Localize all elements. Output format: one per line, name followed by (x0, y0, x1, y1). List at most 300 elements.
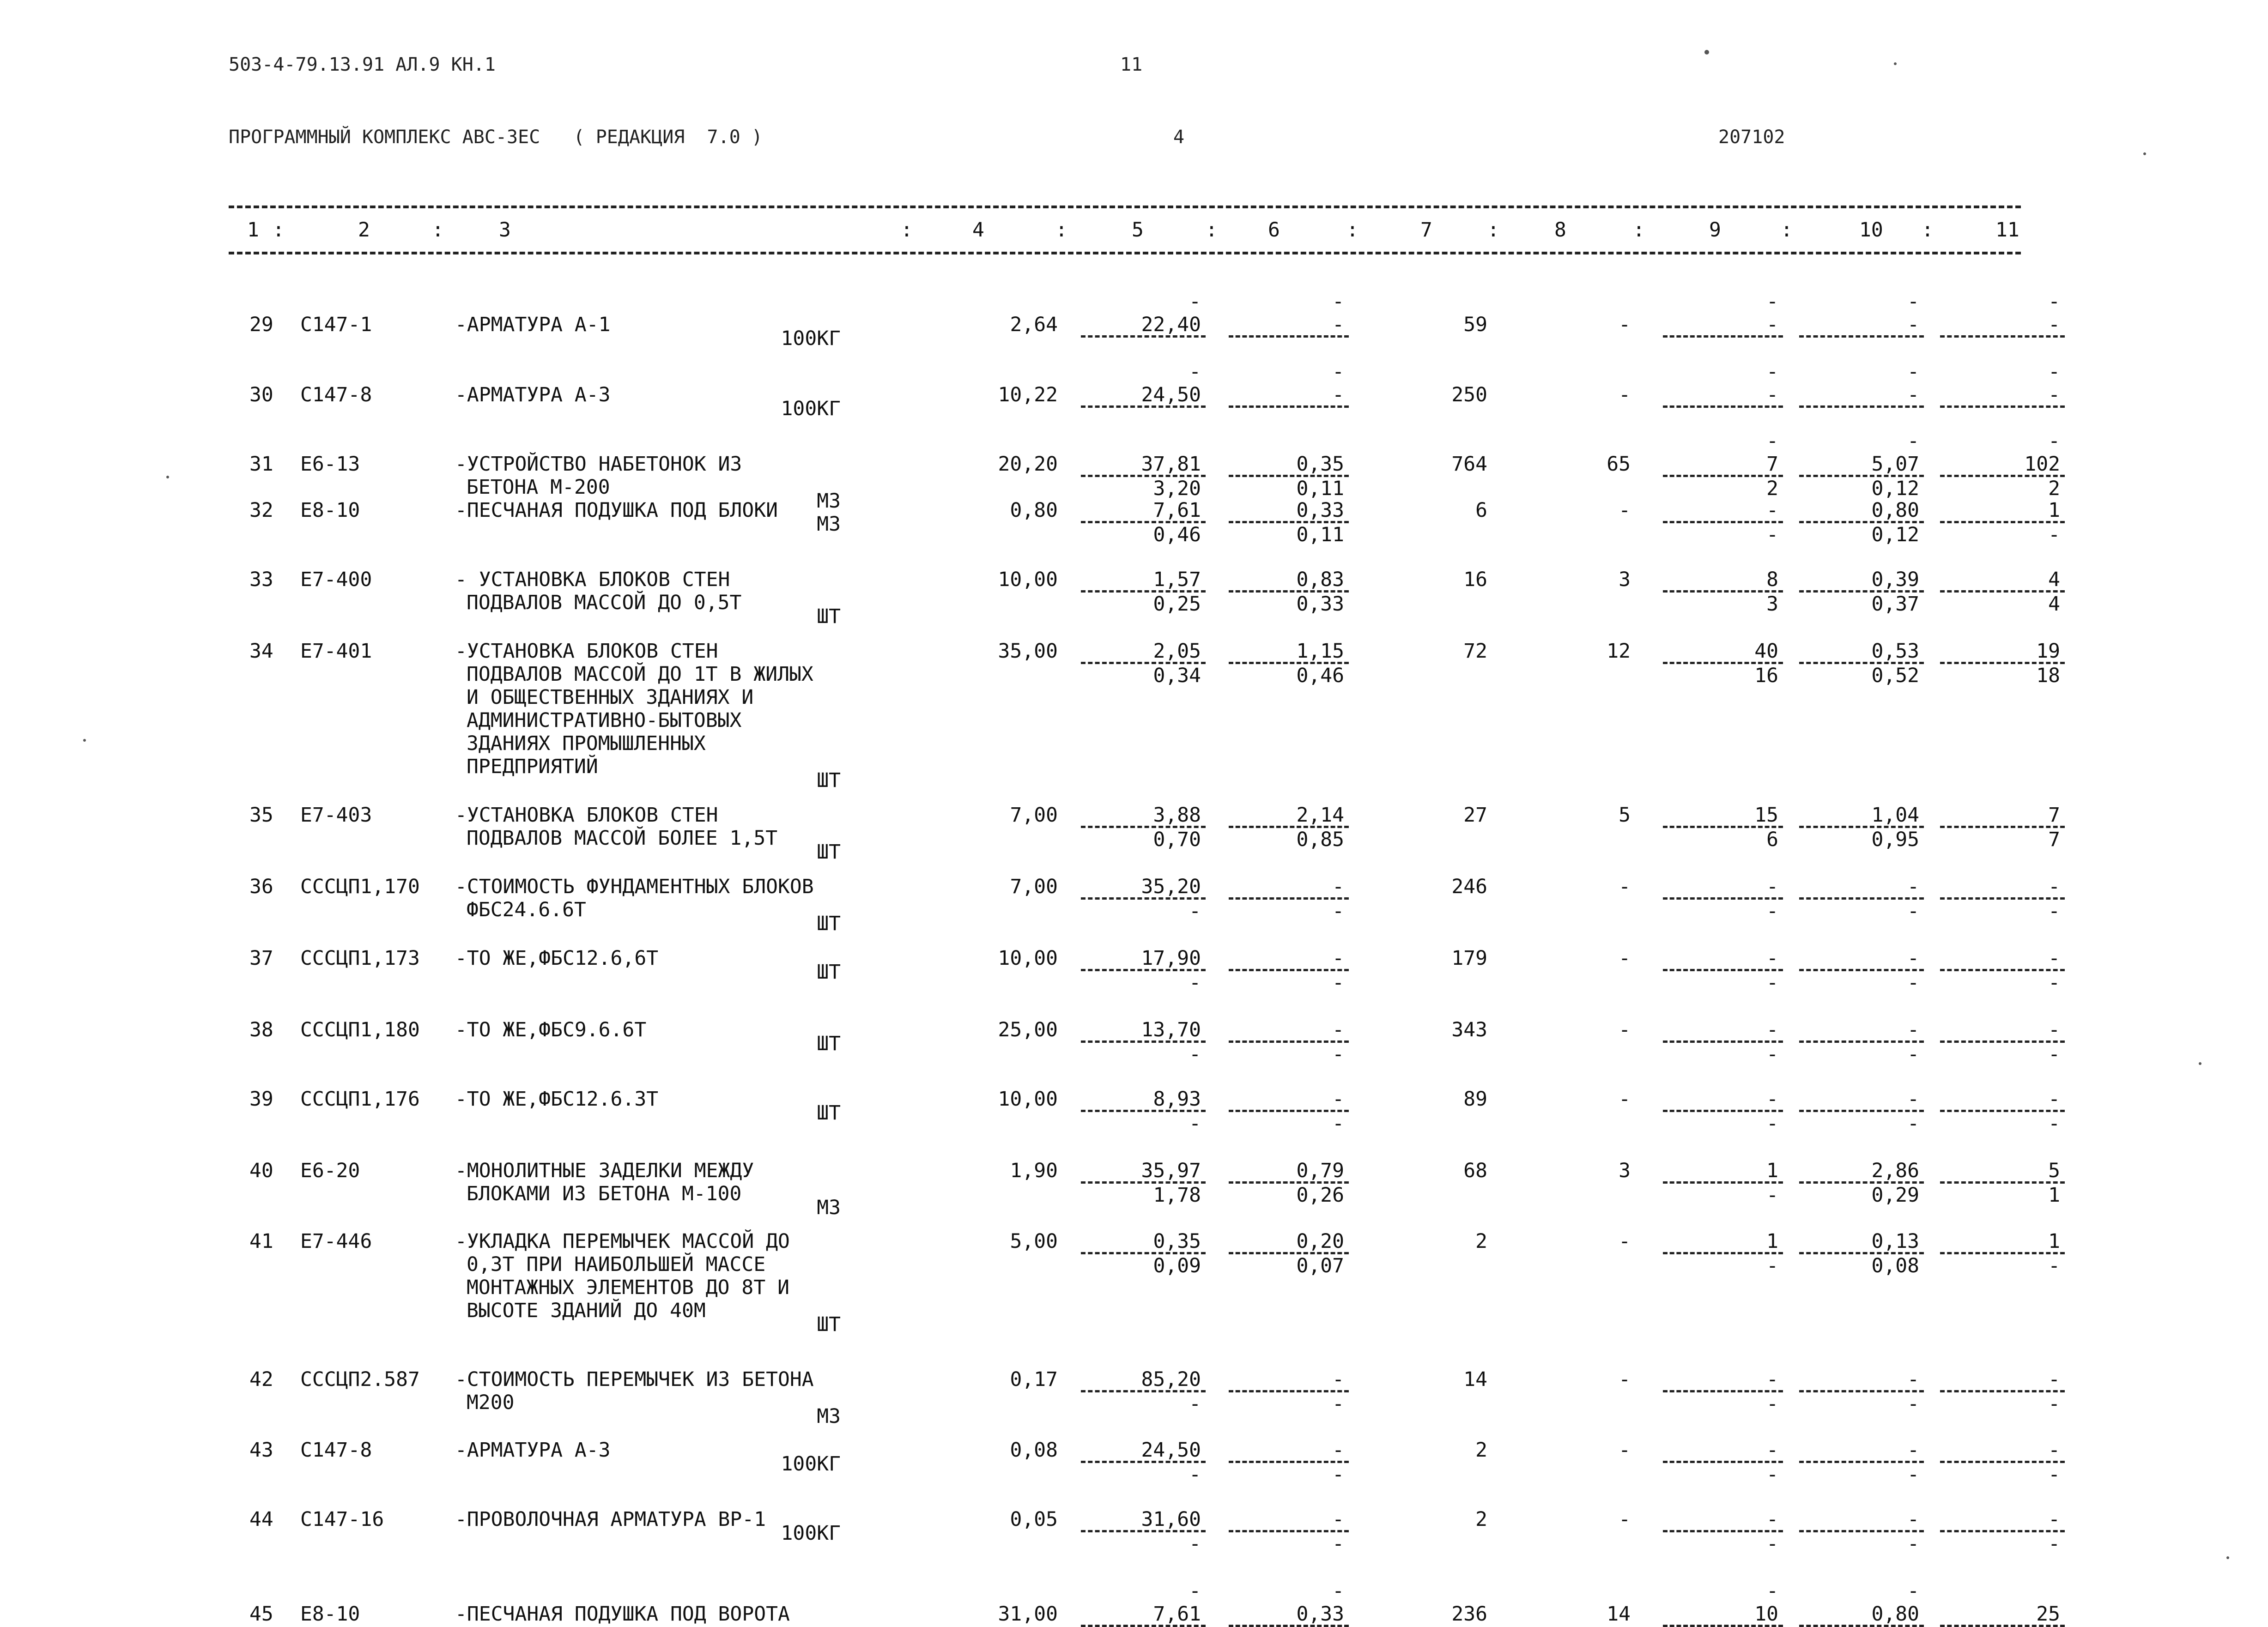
row-col8: - (1619, 1018, 1631, 1041)
cell-divider (1940, 1252, 2065, 1254)
row-value-c11: - (2048, 1392, 2060, 1415)
cell-divider (1229, 897, 1349, 900)
column-header-10: 10 (1859, 218, 1883, 242)
row-value-c6: 0,79 (1296, 1159, 1344, 1182)
row-value-c5: - (1189, 1579, 1201, 1603)
row-value-c9: - (1766, 499, 1778, 522)
cell-divider (1940, 335, 2065, 338)
cell-divider (1799, 662, 1924, 664)
row-value-c10: - (1907, 1463, 1919, 1486)
row-description: МОНТАЖНЫХ ЭЛЕМЕНТОВ ДО 8Т И (467, 1276, 789, 1299)
row-value-c10: 0,39 (1871, 568, 1919, 591)
cell-divider (1229, 405, 1349, 408)
row-value-c9: - (1766, 971, 1778, 994)
cell-divider (1081, 1181, 1206, 1184)
row-value-c11: 102 (2024, 453, 2060, 476)
row-value-c6: 0,85 (1296, 828, 1344, 851)
row-value-c9: 1 (1766, 1159, 1778, 1182)
row-value-c6: 0,46 (1296, 664, 1344, 687)
row-value-c6: 0,83 (1296, 568, 1344, 591)
row-value-c9: - (1766, 429, 1778, 453)
row-code: Е7-400 (300, 568, 372, 591)
row-description: -ПЕСЧАНАЯ ПОДУШКА ПОД БЛОКИ (455, 499, 778, 522)
row-value-c11: 1 (2048, 1230, 2060, 1253)
cell-divider (1663, 475, 1783, 477)
row-value-c5: 0,35 (1153, 1230, 1201, 1253)
row-value-c9: 1 (1766, 1230, 1778, 1253)
row-unit: ШТ (817, 912, 841, 935)
row-value-c9: - (1766, 383, 1778, 406)
row-value-c11: - (2048, 1463, 2060, 1486)
scan-speck (1704, 50, 1709, 54)
row-value-c6: - (1332, 1043, 1344, 1066)
cell-divider (1799, 1110, 1924, 1112)
row-number: 42 (249, 1368, 273, 1391)
row-value-c10: 1,04 (1871, 804, 1919, 827)
row-description: -ПРОВОЛОЧНАЯ АРМАТУРА ВР-1 (455, 1508, 766, 1531)
cell-divider (1081, 1040, 1206, 1043)
row-value-c9: - (1766, 1392, 1778, 1415)
row-description: -АРМАТУРА А-3 (455, 1439, 611, 1462)
row-value-c11: 7 (2048, 828, 2060, 851)
column-separator: : (273, 218, 285, 242)
row-quantity: 10,00 (998, 568, 1058, 591)
row-value-c5: - (1189, 900, 1201, 923)
row-value-c10: - (1907, 1439, 1919, 1462)
cell-divider (1799, 1530, 1924, 1532)
row-value-c5: 7,61 (1153, 1603, 1201, 1626)
row-description: -ПЕСЧАНАЯ ПОДУШКА ПОД ВОРОТА (455, 1603, 790, 1626)
row-quantity: 10,22 (998, 383, 1058, 406)
row-value-c10: 0,12 (1871, 477, 1919, 500)
row-col8: - (1619, 1439, 1631, 1462)
row-value-c11: 19 (2036, 640, 2060, 663)
row-value-c9: - (1766, 1532, 1778, 1555)
row-value-c11: - (2048, 1532, 2060, 1555)
cell-divider (1081, 1252, 1206, 1254)
cell-divider (1081, 1110, 1206, 1112)
row-value-c11: - (2048, 947, 2060, 970)
cell-divider (1081, 590, 1206, 593)
cell-divider (1229, 969, 1349, 971)
row-value-c6: - (1332, 900, 1344, 923)
row-unit: ШТ (817, 1032, 841, 1055)
row-value-c10: - (1907, 1368, 1919, 1391)
row-value-c11: - (2048, 290, 2060, 313)
cell-divider (1799, 1040, 1924, 1043)
column-separator: : (1206, 218, 1218, 242)
row-value-c5: 24,50 (1141, 1439, 1201, 1462)
row-value-c10: - (1907, 1043, 1919, 1066)
row-description: 0,3Т ПРИ НАИБОЛЬШЕЙ МАССЕ (467, 1253, 766, 1276)
row-total: 68 (1463, 1159, 1487, 1182)
row-number: 33 (249, 568, 273, 591)
row-total: 2 (1475, 1508, 1487, 1531)
row-value-c10: - (1907, 1392, 1919, 1415)
row-value-c6: - (1332, 1439, 1344, 1462)
row-total: 179 (1451, 947, 1487, 970)
row-col8: - (1619, 1508, 1631, 1531)
row-description: ВЫСОТЕ ЗДАНИЙ ДО 40М (467, 1299, 706, 1322)
row-col8: 3 (1619, 1159, 1631, 1182)
row-value-c6: - (1332, 313, 1344, 336)
row-value-c10: 5,07 (1871, 453, 1919, 476)
cell-divider (1799, 897, 1924, 900)
row-unit: М3 (817, 1196, 841, 1219)
row-value-c10: - (1907, 1579, 1919, 1603)
row-description: -УКЛАДКА ПЕРЕМЫЧЕК МАССОЙ ДО (455, 1230, 790, 1253)
row-unit: ШТ (817, 841, 841, 864)
row-value-c5: 1,78 (1153, 1184, 1201, 1207)
row-value-c9: - (1766, 947, 1778, 970)
row-value-c6: - (1332, 1463, 1344, 1486)
row-value-c5: - (1189, 1463, 1201, 1486)
row-value-c11: - (2048, 900, 2060, 923)
row-unit: 100КГ (781, 1522, 841, 1545)
row-value-c11: - (2048, 971, 2060, 994)
row-value-c10: - (1907, 383, 1919, 406)
cell-divider (1940, 1625, 2065, 1627)
column-header-4: 4 (972, 218, 984, 242)
row-value-c9: - (1766, 1043, 1778, 1066)
row-col8: - (1619, 499, 1631, 522)
row-description: -СТОИМОСТЬ ПЕРЕМЫЧЕК ИЗ БЕТОНА (455, 1368, 814, 1391)
cell-divider (1663, 590, 1783, 593)
row-value-c5: - (1189, 1112, 1201, 1135)
cell-divider (1940, 897, 2065, 900)
row-value-c9: - (1766, 1018, 1778, 1041)
row-total: 246 (1451, 875, 1487, 898)
column-header-9: 9 (1709, 218, 1721, 242)
row-value-c5: 8,93 (1153, 1088, 1201, 1111)
row-total: 2 (1475, 1230, 1487, 1253)
cell-divider (1663, 1625, 1783, 1627)
row-value-c6: 0,33 (1296, 593, 1344, 616)
cell-divider (1663, 335, 1783, 338)
row-code: С147-8 (300, 1439, 372, 1462)
cell-divider (1940, 826, 2065, 828)
row-unit: ШТ (817, 961, 841, 984)
cell-divider (1081, 405, 1206, 408)
row-description: -УСТРОЙСТВО НАБЕТОНОК ИЗ (455, 453, 742, 476)
row-quantity: 0,17 (1010, 1368, 1058, 1391)
column-header-8: 8 (1554, 218, 1566, 242)
column-header-6: 6 (1268, 218, 1280, 242)
row-value-c10: - (1907, 947, 1919, 970)
row-value-c6: - (1332, 875, 1344, 898)
row-value-c10: 0,80 (1871, 1603, 1919, 1626)
row-value-c10: - (1907, 313, 1919, 336)
scan-speck (83, 739, 86, 742)
row-value-c10: 0,53 (1871, 640, 1919, 663)
row-total: 16 (1463, 568, 1487, 591)
row-value-c11: - (2048, 1368, 2060, 1391)
row-col8: 12 (1607, 640, 1631, 663)
row-number: 31 (249, 453, 273, 476)
row-value-c9: 2 (1766, 477, 1778, 500)
row-value-c6: - (1332, 1112, 1344, 1135)
row-value-c6: - (1332, 383, 1344, 406)
row-code: СССЦП1,176 (300, 1088, 420, 1111)
row-unit: М3 (817, 490, 841, 513)
row-quantity: 5,00 (1010, 1230, 1058, 1253)
row-number: 32 (249, 499, 273, 522)
row-description: И ОБЩЕСТВЕННЫХ ЗДАНИЯХ И (467, 686, 754, 709)
row-value-c5: 0,34 (1153, 664, 1201, 687)
row-col8: 14 (1607, 1603, 1631, 1626)
row-value-c11: - (2048, 523, 2060, 546)
row-value-c5: 22,40 (1141, 313, 1201, 336)
row-value-c5: 17,90 (1141, 947, 1201, 970)
row-value-c9: - (1766, 1439, 1778, 1462)
row-value-c6: - (1332, 1532, 1344, 1555)
row-col8: - (1619, 947, 1631, 970)
column-separator: : (432, 218, 444, 242)
row-unit: 100КГ (781, 1452, 841, 1476)
row-description: БЛОКАМИ ИЗ БЕТОНА М-100 (467, 1182, 742, 1205)
cell-divider (1799, 969, 1924, 971)
row-col8: - (1619, 1088, 1631, 1111)
column-header-2: 2 (358, 218, 370, 242)
cell-divider (1799, 335, 1924, 338)
column-separator: : (1487, 218, 1499, 242)
row-value-c10: 0,37 (1871, 593, 1919, 616)
row-value-c5: 3,88 (1153, 804, 1201, 827)
row-code: С147-16 (300, 1508, 384, 1531)
cell-divider (1081, 1625, 1206, 1627)
row-description: БЕТОНА М-200 (467, 476, 610, 499)
column-header-3: 3 (499, 218, 511, 242)
row-unit: ШТ (817, 605, 841, 628)
row-value-c6: 0,20 (1296, 1230, 1344, 1253)
cell-divider (1663, 826, 1783, 828)
row-unit: 100КГ (781, 397, 841, 420)
row-quantity: 7,00 (1010, 875, 1058, 898)
row-value-c10: 2,86 (1871, 1159, 1919, 1182)
row-value-c9: - (1766, 1184, 1778, 1207)
row-quantity: 7,00 (1010, 804, 1058, 827)
row-total: 2 (1475, 1439, 1487, 1462)
cell-divider (1940, 969, 2065, 971)
cell-divider (1663, 521, 1783, 523)
row-description: -ТО ЖЕ,ФБС12.6,6Т (455, 947, 659, 970)
cell-divider (1663, 1530, 1783, 1532)
row-value-c6: - (1332, 1392, 1344, 1415)
row-value-c10: - (1907, 875, 1919, 898)
cell-divider (1940, 1530, 2065, 1532)
row-value-c11: - (2048, 1088, 2060, 1111)
cell-divider (1229, 1252, 1349, 1254)
row-number: 36 (249, 875, 273, 898)
row-total: 343 (1451, 1018, 1487, 1041)
cell-divider (1081, 969, 1206, 971)
cell-divider (1940, 1461, 2065, 1463)
page-number: 4 (1173, 127, 1185, 148)
row-value-c5: - (1189, 1532, 1201, 1555)
row-code: СССЦП1,173 (300, 947, 420, 970)
row-value-c11: 7 (2048, 804, 2060, 827)
cell-divider (1229, 1625, 1349, 1627)
row-description: -ТО ЖЕ,ФБС9.6.6Т (455, 1018, 647, 1041)
row-value-c9: - (1766, 1088, 1778, 1111)
row-value-c6: 0,26 (1296, 1184, 1344, 1207)
row-unit: 100КГ (781, 327, 841, 350)
row-description: ЗДАНИЯХ ПРОМЫШЛЕННЫХ (467, 732, 706, 755)
row-value-c9: 16 (1754, 664, 1778, 687)
row-quantity: 35,00 (998, 640, 1058, 663)
row-value-c10: - (1907, 1508, 1919, 1531)
row-value-c9: - (1766, 1579, 1778, 1603)
row-total: 764 (1451, 453, 1487, 476)
row-value-c5: 7,61 (1153, 499, 1201, 522)
row-value-c9: - (1766, 1112, 1778, 1135)
row-unit: М3 (817, 1405, 841, 1428)
column-header-5: 5 (1132, 218, 1144, 242)
program-title: ПРОГРАММНЫЙ КОМПЛЕКС АВС-3ЕС ( РЕДАКЦИЯ 7.0 ) (229, 127, 763, 148)
row-value-c10: - (1907, 1088, 1919, 1111)
row-value-c11: - (2048, 875, 2060, 898)
row-total: 6 (1475, 499, 1487, 522)
row-description: ПОДВАЛОВ МАССОЙ ДО 0,5Т (467, 591, 742, 614)
row-value-c9: 10 (1754, 1603, 1778, 1626)
column-header-7: 7 (1420, 218, 1432, 242)
column-separator: : (1346, 218, 1358, 242)
row-value-c11: 18 (2036, 664, 2060, 687)
row-quantity: 20,20 (998, 453, 1058, 476)
row-code: Е8-10 (300, 1603, 360, 1626)
row-quantity: 25,00 (998, 1018, 1058, 1041)
row-value-c5: - (1189, 360, 1201, 383)
row-quantity: 10,00 (998, 947, 1058, 970)
row-code: Е6-13 (300, 453, 360, 476)
cell-divider (1663, 662, 1783, 664)
cell-divider (1799, 1252, 1924, 1254)
scan-speck (166, 476, 169, 478)
row-value-c6: - (1332, 1088, 1344, 1111)
sheet-number: 11 (1120, 54, 1143, 75)
row-value-c11: - (2048, 360, 2060, 383)
row-value-c6: 0,35 (1296, 453, 1344, 476)
row-value-c10: - (1907, 971, 1919, 994)
row-value-c9: - (1766, 1368, 1778, 1391)
row-value-c11: 5 (2048, 1159, 2060, 1182)
row-value-c9: 8 (1766, 568, 1778, 591)
row-total: 27 (1463, 804, 1487, 827)
row-value-c9: - (1766, 1508, 1778, 1531)
row-col8: - (1619, 875, 1631, 898)
cell-divider (1081, 1390, 1206, 1392)
column-separator: : (1781, 218, 1793, 242)
row-description: -МОНОЛИТНЫЕ ЗАДЕЛКИ МЕЖДУ (455, 1159, 754, 1182)
row-col8: - (1619, 1230, 1631, 1253)
row-value-c11: 4 (2048, 568, 2060, 591)
row-value-c10: 0,95 (1871, 828, 1919, 851)
row-value-c9: 6 (1766, 828, 1778, 851)
cell-divider (1081, 521, 1206, 523)
scan-speck (2226, 1556, 2229, 1559)
row-value-c5: 35,20 (1141, 875, 1201, 898)
row-number: 41 (249, 1230, 273, 1253)
row-col8: 3 (1619, 568, 1631, 591)
cell-divider (1799, 475, 1924, 477)
row-value-c5: 0,70 (1153, 828, 1201, 851)
row-value-c6: - (1332, 971, 1344, 994)
row-value-c11: - (2048, 313, 2060, 336)
cell-divider (1229, 826, 1349, 828)
row-value-c5: 2,05 (1153, 640, 1201, 663)
cell-divider (1799, 1461, 1924, 1463)
row-value-c6: 0,11 (1296, 523, 1344, 546)
row-col8: - (1619, 1368, 1631, 1391)
row-col8: 65 (1607, 453, 1631, 476)
column-separator: : (1922, 218, 1934, 242)
row-value-c9: 7 (1766, 453, 1778, 476)
cell-divider (1663, 897, 1783, 900)
cell-divider (1229, 1390, 1349, 1392)
row-value-c5: 0,25 (1153, 593, 1201, 616)
row-code: Е7-403 (300, 804, 372, 827)
row-value-c6: 2,14 (1296, 804, 1344, 827)
cell-divider (1081, 1461, 1206, 1463)
row-unit: М3 (817, 513, 841, 536)
cell-divider (1799, 521, 1924, 523)
row-value-c11: 2 (2048, 477, 2060, 500)
column-header-11: 11 (1995, 218, 2019, 242)
row-value-c11: 25 (2036, 1603, 2060, 1626)
cell-divider (1940, 475, 2065, 477)
row-number: 37 (249, 947, 273, 970)
row-value-c5: - (1189, 1043, 1201, 1066)
row-value-c5: 24,50 (1141, 383, 1201, 406)
cell-divider (1799, 405, 1924, 408)
row-number: 44 (249, 1508, 273, 1531)
row-value-c9: - (1766, 1254, 1778, 1277)
row-value-c5: 3,20 (1153, 477, 1201, 500)
row-value-c11: - (2048, 383, 2060, 406)
row-value-c5: 85,20 (1141, 1368, 1201, 1391)
cell-divider (1081, 475, 1206, 477)
row-value-c11: - (2048, 1254, 2060, 1277)
row-description: ФБС24.6.6Т (467, 898, 586, 921)
cell-divider (1663, 1461, 1783, 1463)
row-total: 89 (1463, 1088, 1487, 1111)
column-header-1: 1 (247, 218, 259, 242)
row-value-c6: 0,33 (1296, 1603, 1344, 1626)
row-value-c11: - (2048, 1018, 2060, 1041)
row-value-c6: 1,15 (1296, 640, 1344, 663)
row-code: Е7-446 (300, 1230, 372, 1253)
row-number: 39 (249, 1088, 273, 1111)
cell-divider (1940, 1390, 2065, 1392)
row-number: 35 (249, 804, 273, 827)
row-value-c9: - (1766, 900, 1778, 923)
row-quantity: 31,00 (998, 1603, 1058, 1626)
date-code: 207102 (1718, 127, 1785, 148)
cell-divider (1229, 1040, 1349, 1043)
row-number: 30 (249, 383, 273, 406)
cell-divider (1081, 335, 1206, 338)
row-value-c9: - (1766, 875, 1778, 898)
row-value-c10: - (1907, 1112, 1919, 1135)
cell-divider (1663, 1252, 1783, 1254)
row-col8: - (1619, 383, 1631, 406)
cell-divider (1081, 897, 1206, 900)
row-value-c9: - (1766, 523, 1778, 546)
row-code: Е8-10 (300, 499, 360, 522)
scan-speck (2143, 152, 2146, 155)
column-separator: : (1633, 218, 1645, 242)
cell-divider (1229, 475, 1349, 477)
